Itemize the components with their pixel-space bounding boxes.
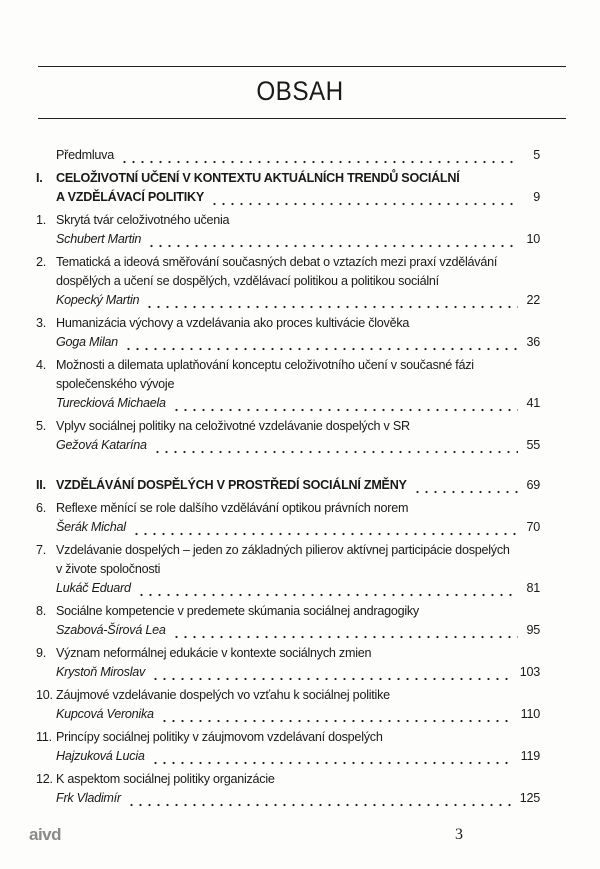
toc-entry[interactable] — [36, 146, 540, 165]
top-rule — [38, 66, 566, 67]
entry-title-line: Reflexe měnící se role dalšího vzdělávání optikou právních norem — [56, 501, 409, 515]
entry-title-line: společenského vývoje — [56, 377, 175, 391]
entry-title-line: Vplyv sociálnej politiky na celoživotné vzdelávanie dospelých v SR — [56, 419, 410, 433]
entry-page-number: 69 — [526, 478, 540, 492]
dot-leader — [151, 747, 513, 766]
entry-title: Předmluva — [56, 148, 114, 162]
entry-number: 9. — [36, 646, 47, 660]
entry-author: Frk Vladimír — [56, 791, 121, 805]
entry-body — [56, 356, 540, 413]
entry-author: Szabová-Šírová Lea — [56, 623, 166, 637]
toc-entry[interactable] — [36, 686, 540, 724]
entry-leader-line — [56, 747, 540, 766]
entry-number: 5. — [36, 419, 47, 433]
entry-leader-line — [56, 579, 540, 598]
toc-entry[interactable] — [36, 211, 540, 249]
entry-leader-line — [56, 621, 540, 640]
toc-entry[interactable] — [36, 356, 540, 413]
entry-page-number: 9 — [533, 190, 540, 204]
toc-entry[interactable] — [36, 314, 540, 352]
entry-page-number: 36 — [526, 335, 540, 349]
entry-page-number: 5 — [533, 148, 540, 162]
entry-page-number: 95 — [526, 623, 540, 637]
entry-leader-line — [56, 230, 540, 249]
entry-title-line: Možnosti a dilemata uplatňování konceptu celoživotního učení v současné fázi — [56, 358, 474, 372]
entry-author: Tureckiová Michaela — [56, 396, 166, 410]
entry-title-line: Princípy sociálnej politiky v záujmovom vzdelávaní dospelých — [56, 730, 383, 744]
entry-body — [56, 644, 540, 682]
entry-leader-line — [56, 146, 540, 165]
entry-author: Schubert Martin — [56, 232, 142, 246]
entry-body — [56, 770, 540, 808]
entry-author: Gežová Katarína — [56, 438, 147, 452]
entry-number: II. — [36, 478, 46, 492]
entry-number: 11. — [36, 730, 52, 744]
entry-author: Kupcová Veronika — [56, 707, 154, 721]
dot-leader — [124, 333, 518, 352]
entry-leader-line — [56, 705, 540, 724]
toc-entry[interactable] — [36, 602, 540, 640]
dot-leader — [160, 705, 513, 724]
toc-entry[interactable] — [36, 728, 540, 766]
entry-title-line: Sociálne kompetencie v predemete skúmania sociálnej andragogiky — [56, 604, 419, 618]
entry-page-number: 110 — [520, 707, 540, 721]
dot-leader — [137, 579, 518, 598]
entry-author: Goga Milan — [56, 335, 118, 349]
entry-title: A VZDĚLÁVACÍ POLITIKY — [56, 190, 204, 204]
toc-entry[interactable] — [36, 169, 540, 207]
entry-page-number: 81 — [526, 581, 540, 595]
entry-number: 3. — [36, 316, 47, 330]
entry-number: 2. — [36, 255, 47, 269]
toc-entry[interactable] — [36, 644, 540, 682]
publisher-logo: aivd — [29, 825, 62, 844]
entry-title: VZDĚLÁVÁNÍ DOSPĚLÝCH V PROSTŘEDÍ SOCIÁLNÍ ZMĚNY — [56, 478, 407, 492]
dot-leader — [132, 518, 518, 537]
dot-leader — [210, 188, 518, 207]
entry-author: Šerák Michal — [56, 520, 126, 534]
entry-leader-line — [56, 476, 540, 495]
entry-body — [56, 211, 540, 249]
toc-entry[interactable] — [36, 417, 540, 455]
toc-entry[interactable] — [36, 770, 540, 808]
entry-title-line: Vzdelávanie dospelých – jeden zo základných pilierov aktívnej participácie dospelých — [56, 543, 510, 557]
entry-leader-line — [56, 394, 540, 413]
entry-page-number: 22 — [526, 293, 540, 307]
entry-title-line: Význam neformálnej edukácie v kontexte sociálnych zmien — [56, 646, 372, 660]
entry-title-line: Skrytá tvár celoživotného učenia — [56, 213, 230, 227]
entry-title-line: Humanizácia výchovy a vzdelávania ako proces kultivácie člověka — [56, 316, 410, 330]
dot-leader — [172, 621, 518, 640]
entry-title-line: dospělých a učení se dospělých, vzdělávací politikou a politikou sociální — [56, 274, 439, 288]
toc-entry[interactable] — [36, 499, 540, 537]
entry-title-line: CELOŽIVOTNÍ UČENÍ V KONTEXTU AKTUÁLNÍCH TRENDŮ SOCIÁLNÍ — [56, 171, 460, 185]
entry-body — [56, 728, 540, 766]
entry-body — [56, 602, 540, 640]
entry-title-line: Tematická a ideová směřování současných debat o vztazích mezi praxí vzdělávání — [56, 255, 498, 269]
entry-author: Krystoň Miroslav — [56, 665, 146, 679]
entry-body — [56, 253, 540, 310]
entry-leader-line — [56, 436, 540, 455]
dot-leader — [147, 230, 518, 249]
entry-title-line: K aspektom sociálnej politiky organizácie — [56, 772, 275, 786]
entry-body — [56, 169, 540, 207]
entry-body — [56, 314, 540, 352]
title-rule — [38, 118, 566, 119]
entry-number: 7. — [36, 543, 47, 557]
entry-body — [56, 146, 540, 165]
entry-page-number: 41 — [526, 396, 540, 410]
entry-number: I. — [36, 171, 43, 185]
entry-body — [56, 541, 540, 598]
entry-title-line: v živote spoločnosti — [56, 562, 161, 576]
entry-leader-line — [56, 333, 540, 352]
entry-leader-line — [56, 518, 540, 537]
entry-page-number: 119 — [520, 749, 540, 763]
toc-entry[interactable] — [36, 476, 540, 495]
entry-page-number: 70 — [526, 520, 540, 534]
entry-number: 10. — [36, 688, 53, 702]
entry-page-number: 55 — [526, 438, 540, 452]
dot-leader — [153, 436, 518, 455]
entry-body — [56, 499, 540, 537]
entry-author: Hajzuková Lucia — [56, 749, 145, 763]
entry-page-number: 103 — [519, 665, 540, 679]
entry-leader-line — [56, 663, 540, 682]
dot-leader — [127, 789, 512, 808]
dot-leader — [120, 146, 518, 165]
entry-author: Kopecký Martin — [56, 293, 140, 307]
entry-number: 8. — [36, 604, 47, 618]
entry-number: 12. — [36, 772, 53, 786]
entry-page-number: 10 — [526, 232, 540, 246]
dot-leader — [145, 291, 518, 310]
entry-body — [56, 686, 540, 724]
entry-page-number: 125 — [519, 791, 540, 805]
entry-leader-line — [56, 789, 540, 808]
entry-body — [56, 417, 540, 455]
entry-number: 6. — [36, 501, 47, 515]
toc-entry[interactable] — [36, 253, 540, 310]
dot-leader — [172, 394, 518, 413]
entry-leader-line — [56, 291, 540, 310]
table-of-contents — [36, 146, 540, 812]
dot-leader — [413, 476, 518, 495]
entry-number: 1. — [36, 213, 47, 227]
entry-number: 4. — [36, 358, 47, 372]
entry-leader-line — [56, 188, 540, 207]
entry-author: Lukáč Eduard — [56, 581, 131, 595]
page-title: OBSAH — [256, 76, 344, 106]
dot-leader — [151, 663, 512, 682]
entry-body — [56, 476, 540, 495]
toc-entry[interactable] — [36, 541, 540, 598]
page-number: 3 — [455, 826, 463, 843]
entry-title-line: Záujmové vzdelávanie dospelých vo vzťahu k sociálnej politike — [56, 688, 390, 702]
